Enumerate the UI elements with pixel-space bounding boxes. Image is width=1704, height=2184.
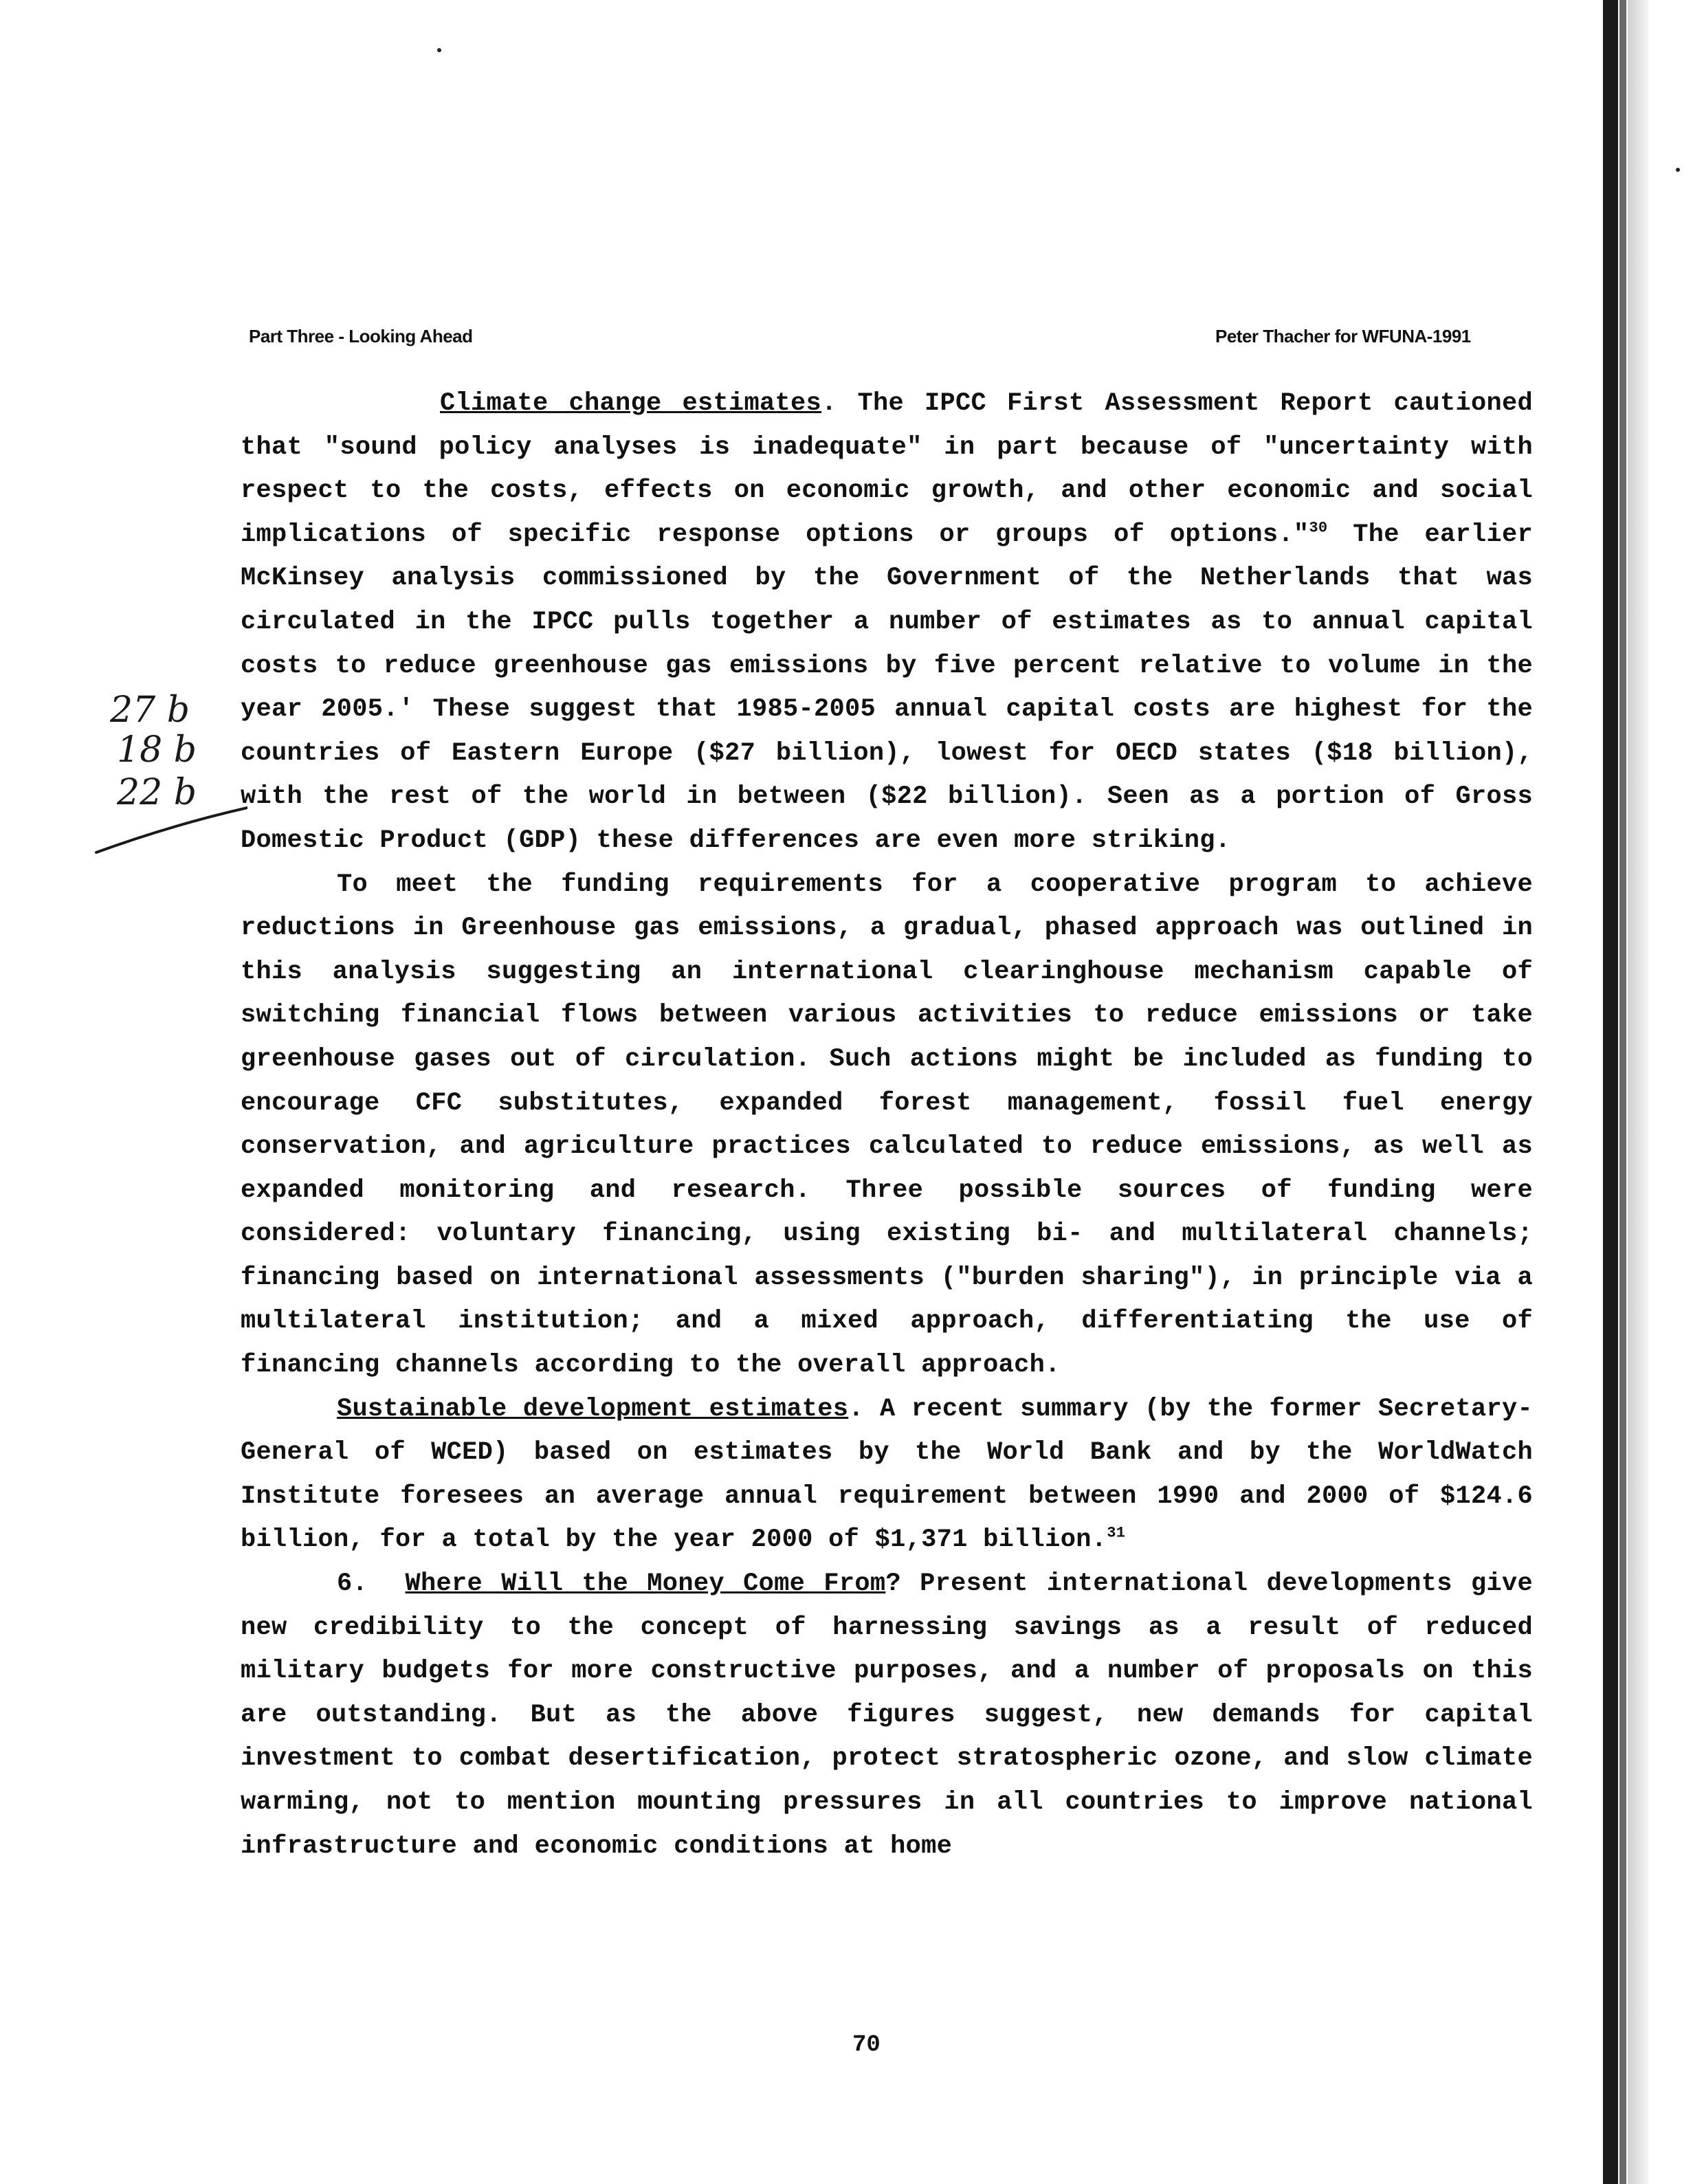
section-heading-where-money: Where Will the Money Come From (405, 1569, 886, 1599)
running-header-left: Part Three - Looking Ahead (249, 326, 473, 346)
footnote-ref: 31 (1107, 1525, 1126, 1543)
paragraph-where-money (241, 1563, 1533, 1868)
page-number: 70 (852, 2032, 881, 2058)
section-number: 6. (337, 1569, 368, 1599)
paragraph-text: . The IPCC First Assessment Report cautioned that "sound policy analyses is inadequate" in part because of "uncertainty with respect to the costs, effects on economic growth, and other economic and social implications of specific response options or groups of options." (241, 389, 1533, 549)
scan-edge (1603, 0, 1618, 2184)
scan-edge (1619, 0, 1626, 2184)
paragraph-text: To meet the funding requirements for a cooperative program to achieve reductions in Greenhouse gas emissions, a gradual, phased approach was outlined in this analysis suggesting an international clearinghouse mechanism capable of switching financial flows between various activities to reduce emissions or take greenhouse gases out of circulation. Such actions might be included as funding to encourage CFC substitutes, expanded forest management, fossil fuel energy conservation, and agriculture practices calculated to reduce emissions, as well as expanded monitoring and research. Three possible sources of funding were considered: voluntary financing, using existing bi- and multilateral channels; financing based on international assessments ("burden sharing"), in principle via a multilateral institution; and a mixed approach, differentiating the use of financing channels according to the overall approach. (241, 870, 1533, 1380)
handwritten-margin-notes (89, 681, 247, 859)
section-heading-climate-change: Climate change estimates (440, 389, 822, 418)
paragraph-text: ? Present international developments give new credibility to the concept of harnessing savings as a result of reduced military budgets for more constructive purposes, and a number of proposals on this are outstanding. But as the above figures suggest, new demands for capital investment to combat desertification, protect stratospheric ozone, and slow climate warming, not to mention mounting pressures in all countries to improve national infrastructure and economic conditions at home (241, 1569, 1533, 1861)
paragraph-sustainable-development (241, 1388, 1533, 1563)
footnote-ref: 30 (1309, 519, 1328, 537)
paragraph-text: . A recent summary (by the former Secretary-General of WCED) based on estimates by the World Bank and by the WorldWatch Institute foresees an average annual requirement between 1990 and 2000 of $124.6 billion, for a total by the year 2000 of $1,371 billion. (241, 1394, 1533, 1555)
body-text (241, 382, 1533, 1868)
paragraph-text-continued: The earlier McKinsey analysis commissioned by the Government of the Netherlands that was circulated in the IPCC pulls together a number of estimates as to annual capital costs to reduce greenhouse gas emissions by five percent relative to volume in the year 2005.' These suggest that 1985-2005 annual capital costs are highest for the countries of Eastern Europe ($27 billion), lowest for OECD states ($18 billion), with the rest of the world in between ($22 billion). Seen as a portion of Gross Domestic Product (GDP) these differences are even more striking. (241, 520, 1534, 855)
scan-edge (1628, 0, 1648, 2184)
paragraph-climate-change (241, 382, 1533, 863)
scan-speck (1676, 168, 1680, 172)
scan-speck (437, 48, 441, 52)
section-heading-sustainable-development: Sustainable development estimates (337, 1394, 849, 1424)
margin-note-stroke (96, 808, 247, 852)
paragraph-funding-requirements (241, 863, 1533, 1388)
margin-note-3: 22 b (117, 772, 197, 813)
margin-note-1: 27 b (110, 690, 190, 731)
running-header-right: Peter Thacher for WFUNA-1991 (1215, 326, 1471, 346)
margin-note-2: 18 b (117, 729, 197, 771)
